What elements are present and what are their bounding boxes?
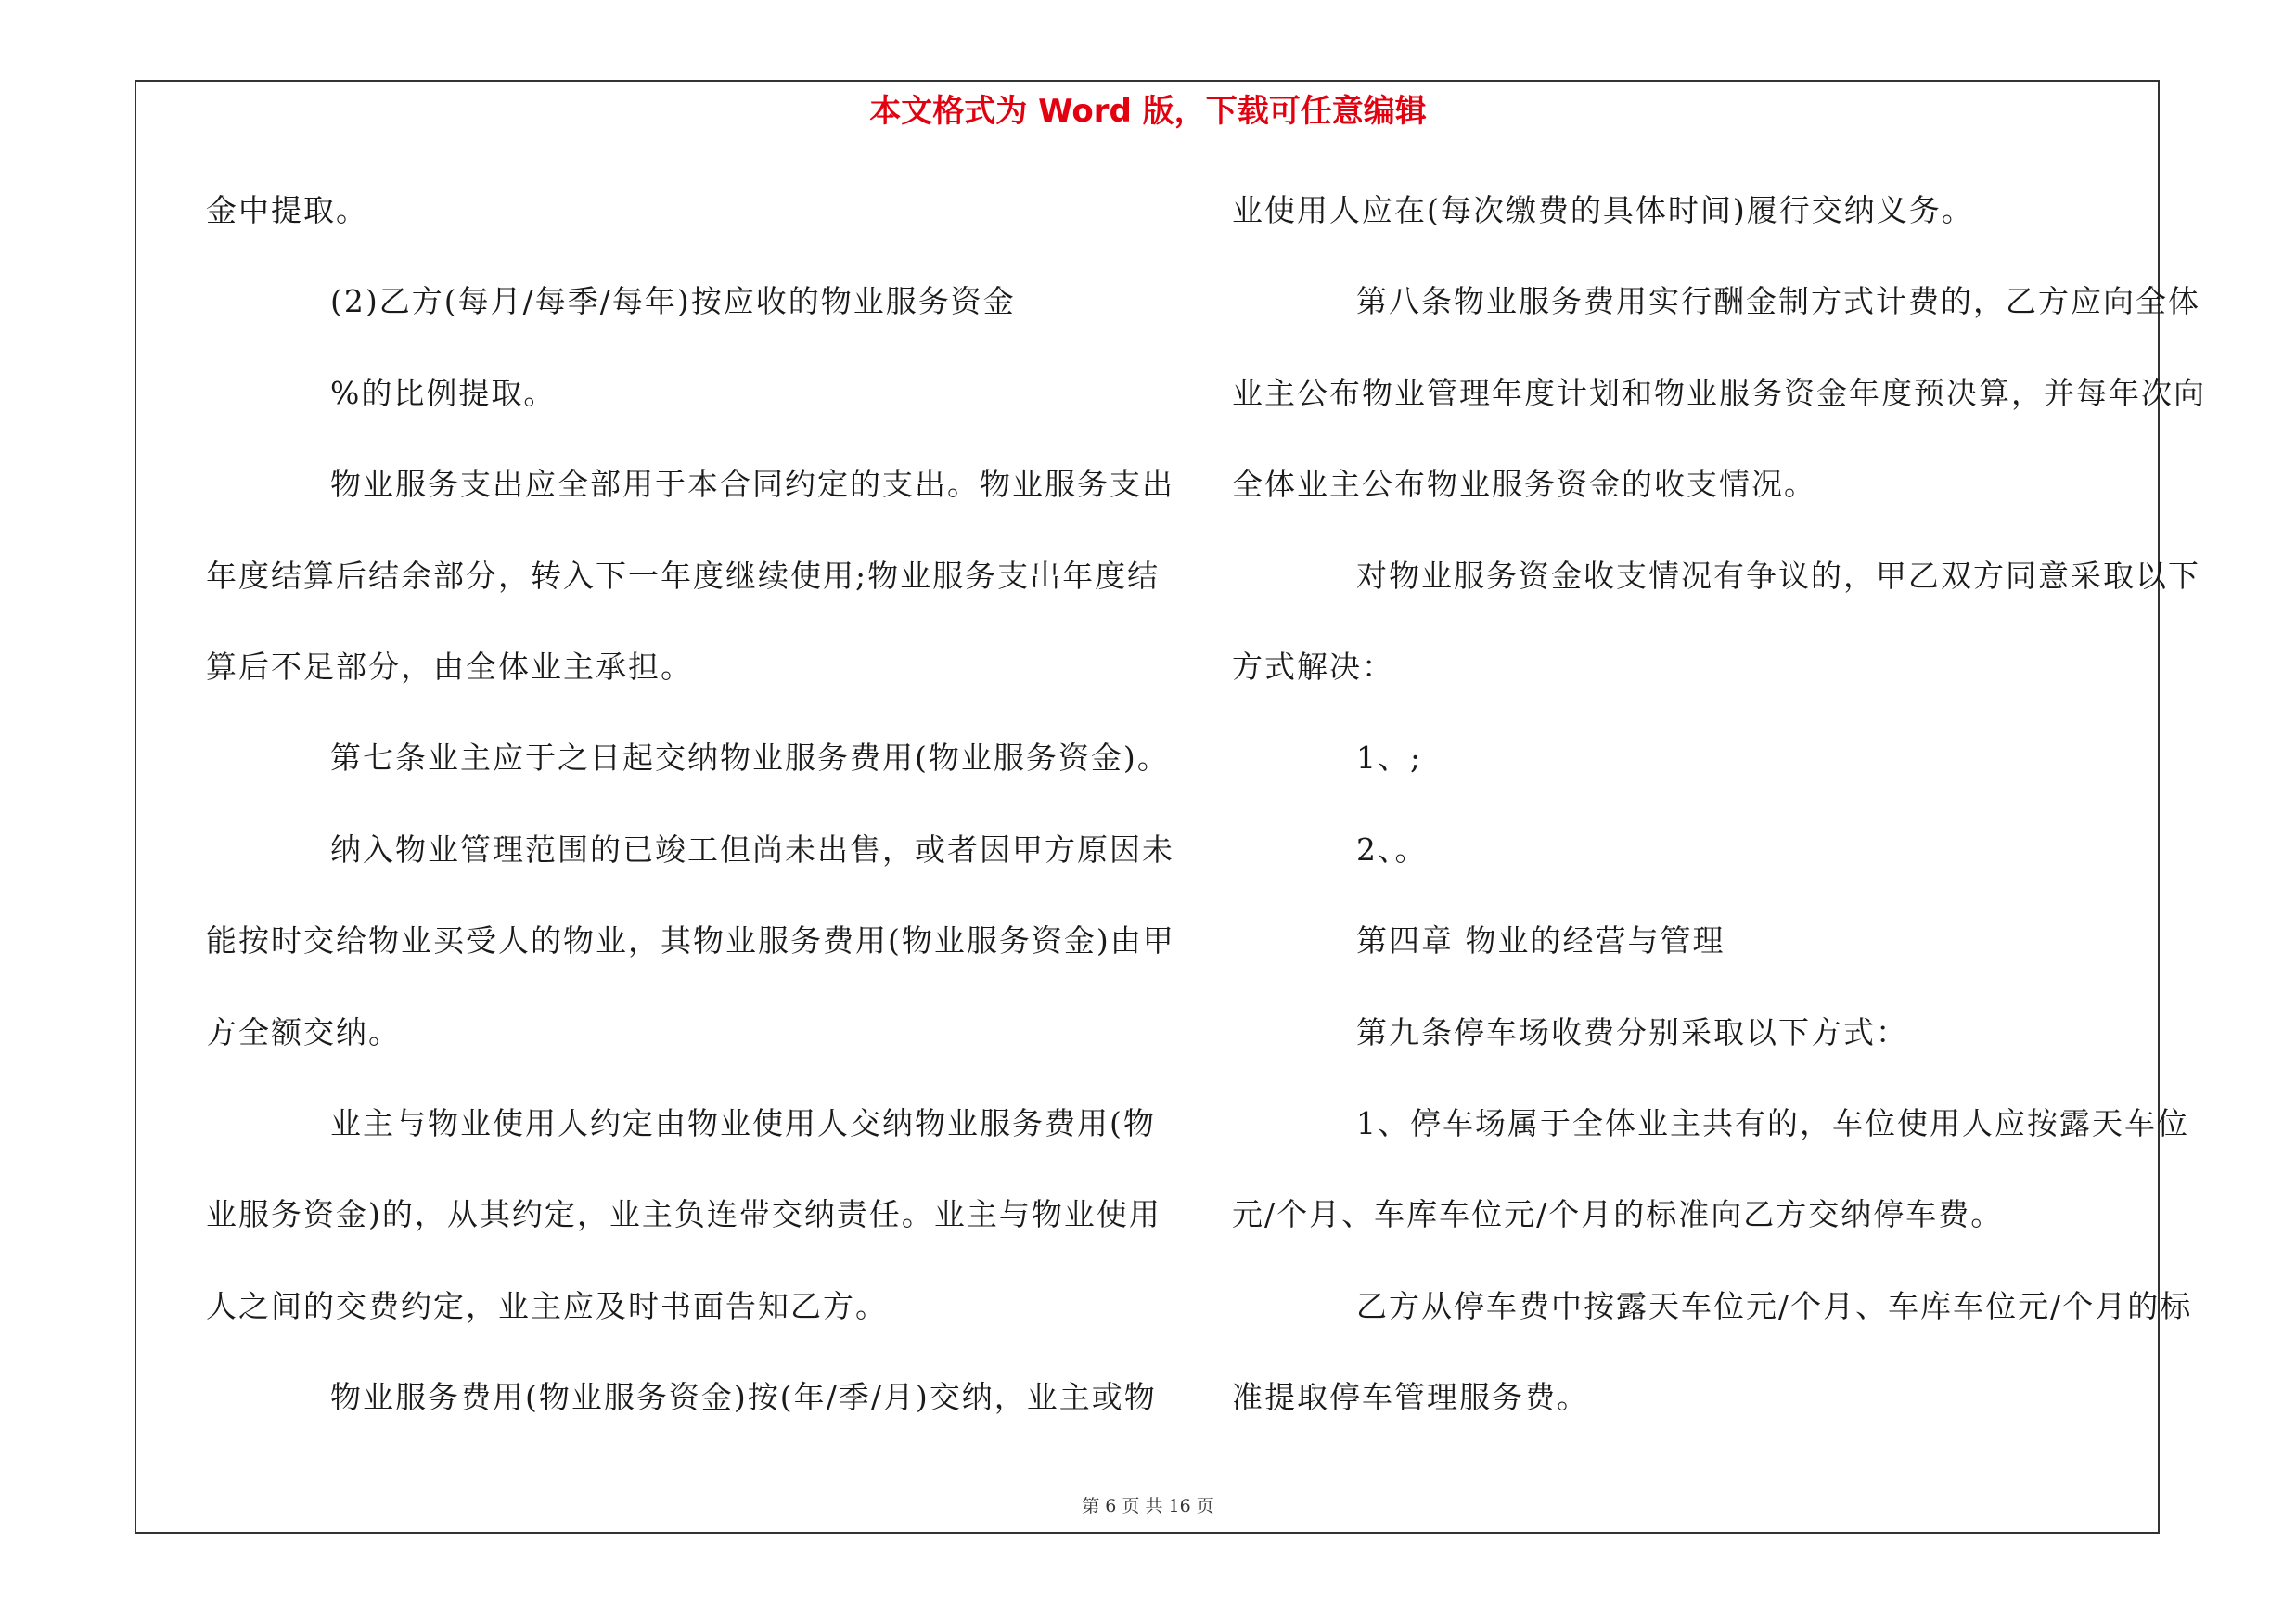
paragraph-line: 金中提取。 (206, 192, 368, 228)
paragraph-line: 对物业服务资金收支情况有争议的，甲乙双方同意采取以下 (1356, 557, 2200, 594)
paragraph-line: 乙方从停车费中按露天车位元/个月、车库车位元/个月的标 (1356, 1287, 2193, 1324)
paragraph-line: 业服务资金)的，从其约定，业主负连带交纳责任。业主与物业使用 (206, 1196, 1161, 1233)
paragraph-line: 2、。 (1356, 831, 1428, 868)
paragraph-line: 准提取停车管理服务费。 (1232, 1379, 1589, 1416)
paragraph-line: 第八条物业服务费用实行酬金制方式计费的，乙方应向全体 (1356, 283, 2200, 320)
paragraph-line: 算后不足部分，由全体业主承担。 (206, 648, 693, 685)
paragraph-line: %的比例提取。 (330, 374, 557, 411)
paragraph-line: 1、; (1356, 740, 1423, 777)
paragraph-line: 全体业主公布物业服务资金的收支情况。 (1232, 466, 1816, 503)
paragraph-line: 元/个月、车库车位元/个月的标准向乙方交纳停车费。 (1232, 1196, 2004, 1233)
paragraph-line: 业使用人应在(每次缴费的具体时间)履行交纳义务。 (1232, 192, 1974, 228)
paragraph-line: 纳入物业管理范围的已竣工但尚未出售，或者因甲方原因未 (330, 831, 1174, 868)
word-format-banner: 本文格式为 Word 版，下载可任意编辑 (869, 93, 1427, 130)
paragraph-line: 业主与物业使用人约定由物业使用人交纳物业服务费用(物 (330, 1104, 1156, 1141)
page-number: 第 6 页 共 16 页 (1082, 1496, 1214, 1516)
paragraph-line: 第四章 物业的经营与管理 (1356, 922, 1725, 960)
paragraph-line: 人之间的交费约定，业主应及时书面告知乙方。 (206, 1287, 888, 1324)
paragraph-line: 第九条停车场收费分别采取以下方式： (1356, 1013, 1908, 1050)
paragraph-line: 物业服务支出应全部用于本合同约定的支出。物业服务支出 (330, 466, 1174, 503)
paragraph-line: 1、停车场属于全体业主共有的，车位使用人应按露天车位 (1356, 1104, 2189, 1141)
paragraph-line: 物业服务费用(物业服务资金)按(年/季/月)交纳，业主或物 (330, 1379, 1157, 1416)
paragraph-line: 年度结算后结余部分，转入下一年度继续使用;物业服务支出年度结 (206, 557, 1161, 594)
paragraph-line: 能按时交给物业买受人的物业，其物业服务费用(物业服务资金)由甲 (206, 922, 1175, 960)
paragraph-line: (2)乙方(每月/每季/每年)按应收的物业服务资金 (330, 283, 1016, 320)
paragraph-line: 方式解决： (1232, 648, 1394, 685)
right-column (1232, 183, 2206, 1461)
paragraph-line: 方全额交纳。 (206, 1013, 401, 1050)
paragraph-line: 业主公布物业管理年度计划和物业服务资金年度预决算，并每年次向 (1232, 374, 2206, 411)
paragraph-line: 第七条业主应于之日起交纳物业服务费用(物业服务资金)。 (330, 740, 1170, 777)
left-column (206, 183, 1175, 1461)
